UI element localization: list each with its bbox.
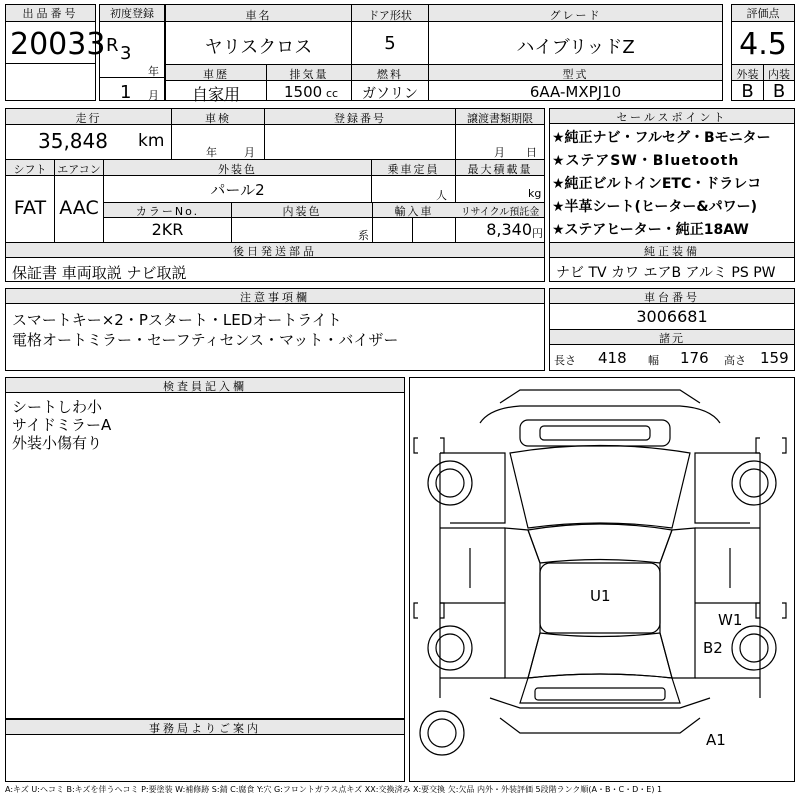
reg-year: 3	[120, 43, 132, 64]
damage-mark-a1: A1	[706, 731, 726, 749]
year-unit: 年	[148, 65, 159, 78]
damage-mark-w1: W1	[718, 611, 743, 629]
car-diagram	[410, 378, 794, 781]
interior-header: 内装	[768, 68, 790, 81]
kei-unit: 系	[358, 229, 369, 242]
inspector-note-2: サイドミラーA	[12, 416, 112, 434]
recycle-header: リサイクル預託金	[460, 207, 540, 218]
ac-header: エアコン	[57, 163, 101, 176]
sales-points-header: セールスポイント	[550, 109, 794, 124]
km-unit: km	[138, 131, 165, 151]
overall-score: 4.5	[739, 27, 787, 62]
score-header: 評価点	[732, 5, 794, 22]
equipment-box	[549, 242, 795, 282]
length-label: 長さ	[554, 354, 576, 367]
chassis-header: 車台番号	[550, 289, 794, 304]
sales-points-box	[549, 108, 795, 243]
exterior-score: B	[741, 81, 754, 102]
displacement-value: 1500	[284, 83, 323, 101]
inspector-note-3: 外装小傷有り	[12, 434, 103, 452]
cc-unit: cc	[326, 87, 339, 100]
transfer-day: 日	[526, 146, 537, 159]
equipment-header: 純正装備	[550, 243, 794, 258]
ac-value: AAC	[59, 197, 99, 219]
mileage-header: 走行	[75, 112, 102, 125]
width-label: 幅	[648, 354, 659, 367]
recycle-value: 8,340	[486, 220, 532, 239]
inspector-header: 検査員記入欄	[6, 378, 404, 393]
reg-no-header: 登録番号	[334, 112, 386, 125]
displacement-header: 排気量	[289, 68, 329, 81]
later-parts-box	[5, 242, 545, 282]
later-parts-header: 後日発送部品	[6, 243, 544, 258]
door-count: 5	[384, 33, 396, 54]
grade-header: グレード	[549, 9, 602, 22]
fuel-value: ガソリン	[362, 86, 418, 102]
office-box	[5, 719, 405, 782]
transfer-header: 譲渡書類期限	[467, 112, 533, 125]
first-reg-header: 初度登録	[100, 5, 164, 22]
kg-unit: kg	[528, 187, 542, 200]
sales-point-3: ★純正ビルトインETC・ドラレコ	[552, 176, 762, 192]
shift-value: FAT	[13, 197, 47, 219]
history-header: 車歴	[203, 68, 229, 81]
inspection-month: 月	[244, 146, 255, 159]
persons-unit: 人	[436, 189, 447, 202]
equipment-value: ナビ TV カワ エアB アルミ PS PW	[556, 265, 776, 281]
color-no-value: 2KR	[151, 220, 184, 239]
chassis-number: 3006681	[636, 307, 708, 326]
transfer-month: 月	[494, 146, 505, 159]
max-load-header: 最大積載量	[467, 163, 533, 176]
sales-point-1: ★純正ナビ・フルセグ・Bモニター	[552, 130, 771, 146]
month-unit: 月	[148, 89, 159, 102]
door-header: ドア形状	[368, 9, 412, 22]
mileage-value: 35,848	[38, 129, 108, 153]
notes-line-2: 電格オートミラー・セーフティセンス・マット・バイザー	[12, 331, 399, 349]
inspector-box	[5, 377, 405, 719]
height-value: 159	[760, 349, 789, 367]
car-diagram-box	[409, 377, 795, 782]
sales-point-2: ★ステアSW・Bluetooth	[552, 153, 740, 169]
model-header: 型式	[562, 68, 589, 81]
damage-mark-b2: B2	[703, 639, 723, 657]
ext-color-value: パール2	[210, 181, 265, 199]
later-parts-value: 保証書 車両取説 ナビ取説	[12, 264, 187, 282]
notes-header: 注意事項欄	[6, 289, 544, 304]
notes-line-1: スマートキー×2・Pスタート・LEDオートライト	[12, 311, 342, 329]
notes-box	[5, 288, 545, 371]
color-no-header: カラーNo.	[135, 205, 200, 218]
interior-score: B	[772, 81, 786, 102]
yen-unit: 円	[532, 227, 543, 240]
sales-point-5: ★ステアヒーター・純正18AW	[552, 222, 749, 238]
inspection-year: 年	[206, 146, 217, 159]
width-value: 176	[680, 349, 709, 367]
inspector-note-1: シートしわ小	[12, 398, 103, 416]
car-name-header: 車名	[245, 9, 272, 22]
damage-mark-u1: U1	[590, 587, 611, 605]
lot-number: 20033	[10, 27, 106, 62]
grade-value: ハイブリッドZ	[516, 37, 635, 58]
reg-month: 1	[120, 82, 132, 103]
ext-color-header: 外装色	[218, 163, 257, 176]
lot-header: 出品番号	[6, 5, 95, 22]
chassis-box	[549, 288, 795, 371]
height-label: 高さ	[724, 354, 746, 367]
capacity-header: 乗車定員	[387, 163, 440, 176]
exterior-header: 外装	[736, 68, 759, 81]
detail-box	[5, 108, 545, 243]
int-color-header: 内装色	[282, 205, 322, 218]
model-value: 6AA-MXPJ10	[529, 83, 622, 101]
lot-box	[5, 4, 106, 101]
car-name: ヤリスクロス	[204, 37, 313, 58]
first-reg-box	[99, 4, 165, 101]
score-box	[731, 4, 795, 101]
import-header: 輸入車	[394, 205, 434, 218]
dims-header: 諸元	[659, 332, 685, 345]
inspection-header: 車検	[205, 112, 231, 125]
fuel-header: 燃料	[377, 68, 403, 81]
sales-point-4: ★半革シート(ヒーター&パワー)	[552, 199, 757, 215]
shift-header: シフト	[13, 163, 47, 176]
legend-text: A:キズ U:ヘコミ B:キズを伴うヘコミ P:要塗装 W:補修跡 S:錆 C:腐食 Y:穴 G:フロントガラス点キズ XX:交換済み X:要交換 欠:欠品 内外・外装評価 5段階ランク順(A・B・C・D・E) 1	[5, 785, 663, 794]
length-value: 418	[598, 349, 627, 367]
history-value: 自家用	[191, 85, 240, 104]
office-header: 事務局よりご案内	[6, 720, 404, 735]
main-info-box	[165, 4, 723, 104]
era-letter: R	[106, 35, 119, 56]
